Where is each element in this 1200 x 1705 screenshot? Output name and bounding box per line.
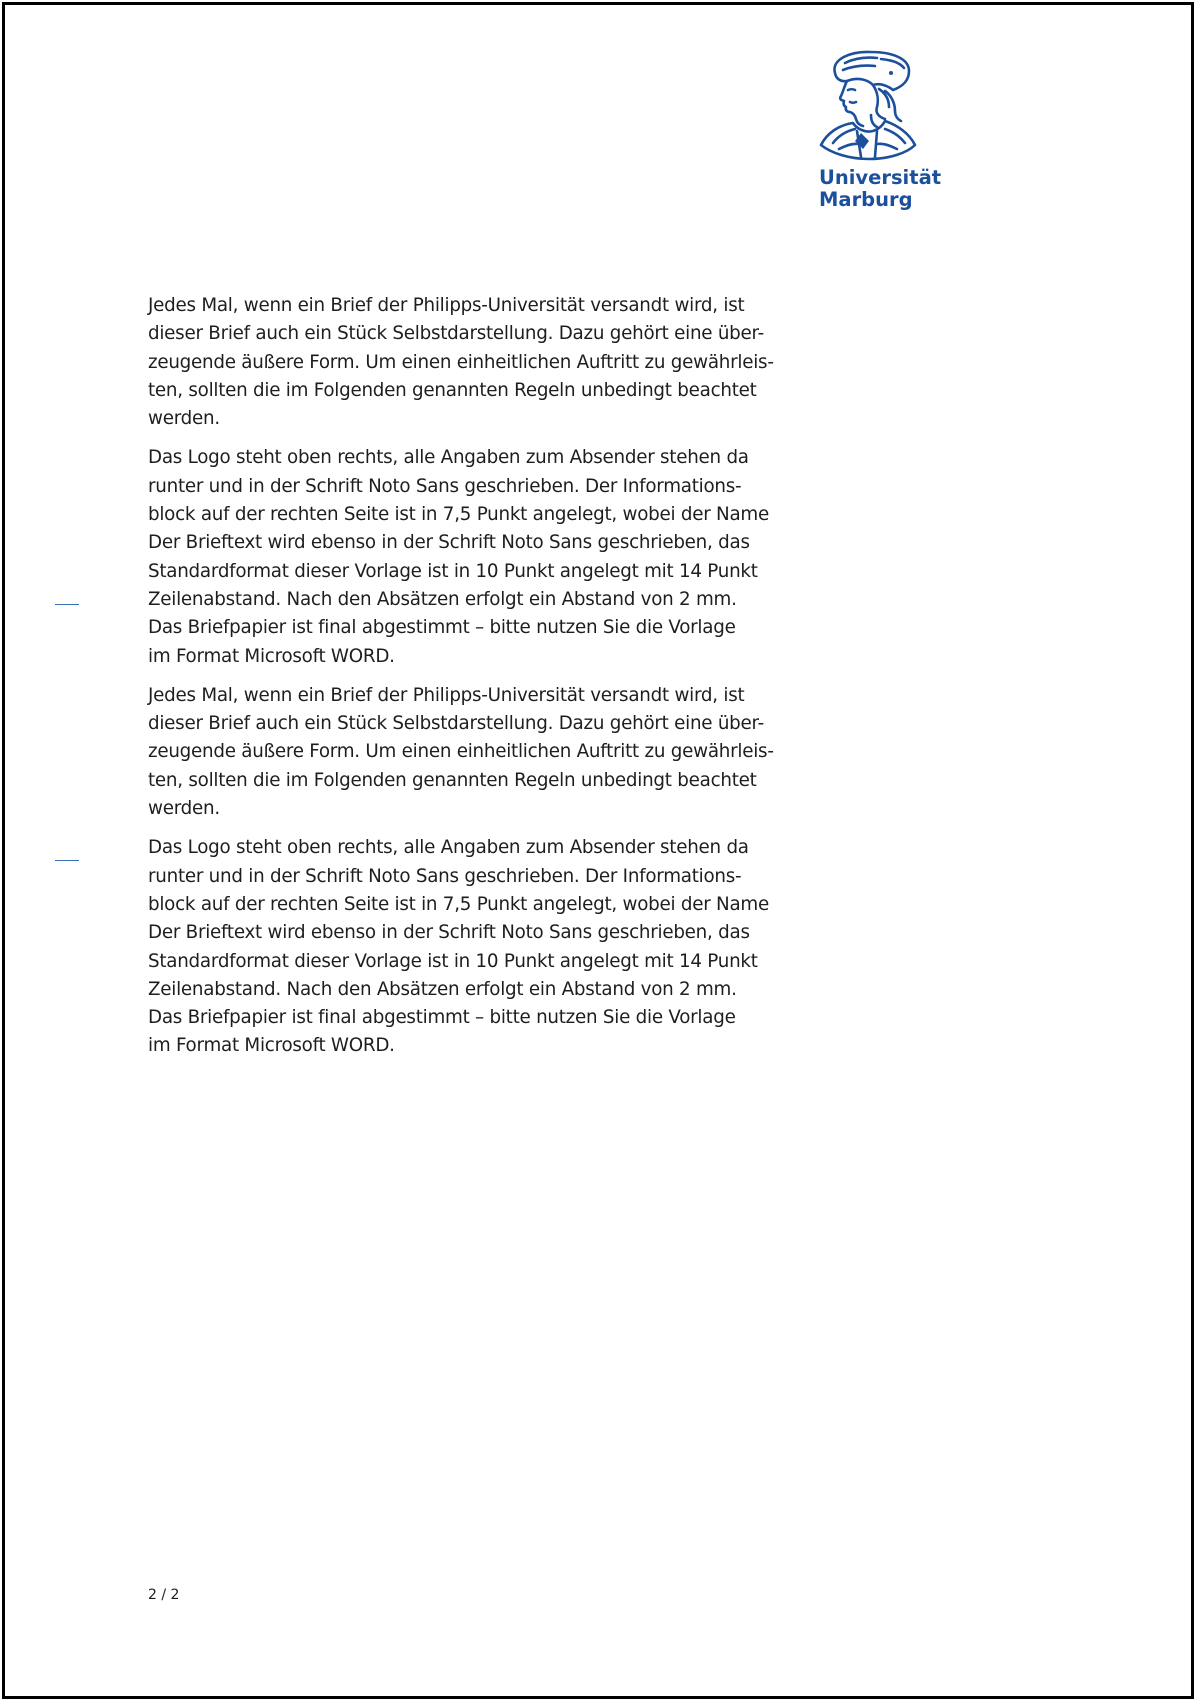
body-paragraph-1: Jedes Mal, wenn ein Brief der Philipps-Universität versandt wird, ist dieser Brief auch ein Stück Selbstdarstellung. Dazu gehört eine über- zeugende äußere Form. Um einen einheitlichen Auftritt zu gewährleis- ten, sollten die im Folgenden genannten Regeln unbedingt beachtet werden.	[148, 295, 774, 430]
body-paragraph-4: Das Logo steht oben rechts, alle Angaben zum Absender stehen da runter und in der Schrift Noto Sans geschrieben. Der Informations- block auf der rechten Seite ist in 7,5 Punkt angelegt, wobei der Name Der Brieftext wird ebenso in der Schrift Noto Sans geschrieben, das Standardformat dieser Vorlage ist in 10 Punkt angelegt mit 14 Punkt Zeilenabstand. Nach den Absätzen erfolgt ein Abstand von 2 mm. Das Briefpapier ist final abgestimmt – bitte nutzen Sie die Vorlage im Format Microsoft WORD.	[148, 837, 769, 1057]
letter-body	[148, 292, 838, 1072]
body-paragraph-2: Das Logo steht oben rechts, alle Angaben zum Absender stehen da runter und in der Schrift Noto Sans geschrieben. Der Informations- block auf der rechten Seite ist in 7,5 Punkt angelegt, wobei der Name Der Brieftext wird ebenso in der Schrift Noto Sans geschrieben, das Standardformat dieser Vorlage ist in 10 Punkt angelegt mit 14 Punkt Zeilenabstand. Nach den Absätzen erfolgt ein Abstand von 2 mm. Das Briefpapier ist final abgestimmt – bitte nutzen Sie die Vorlage im Format Microsoft WORD.	[148, 447, 769, 667]
body-paragraph-3: Jedes Mal, wenn ein Brief der Philipps-Universität versandt wird, ist dieser Brief auch ein Stück Selbstdarstellung. Dazu gehört eine über- zeugende äußere Form. Um einen einheitlichen Auftritt zu gewährleis- ten, sollten die im Folgenden genannten Regeln unbedingt beachtet werden.	[148, 684, 774, 820]
page-number: 2 / 2	[148, 1587, 180, 1603]
university-name-line1: Universität	[819, 166, 942, 189]
fold-mark-lower	[55, 860, 79, 861]
university-logo	[817, 49, 947, 219]
document-page	[2, 2, 1194, 1699]
university-seal-icon	[817, 49, 921, 161]
university-name-line2: Marburg	[819, 188, 913, 211]
fold-mark-upper	[55, 604, 79, 605]
university-name	[819, 167, 941, 211]
